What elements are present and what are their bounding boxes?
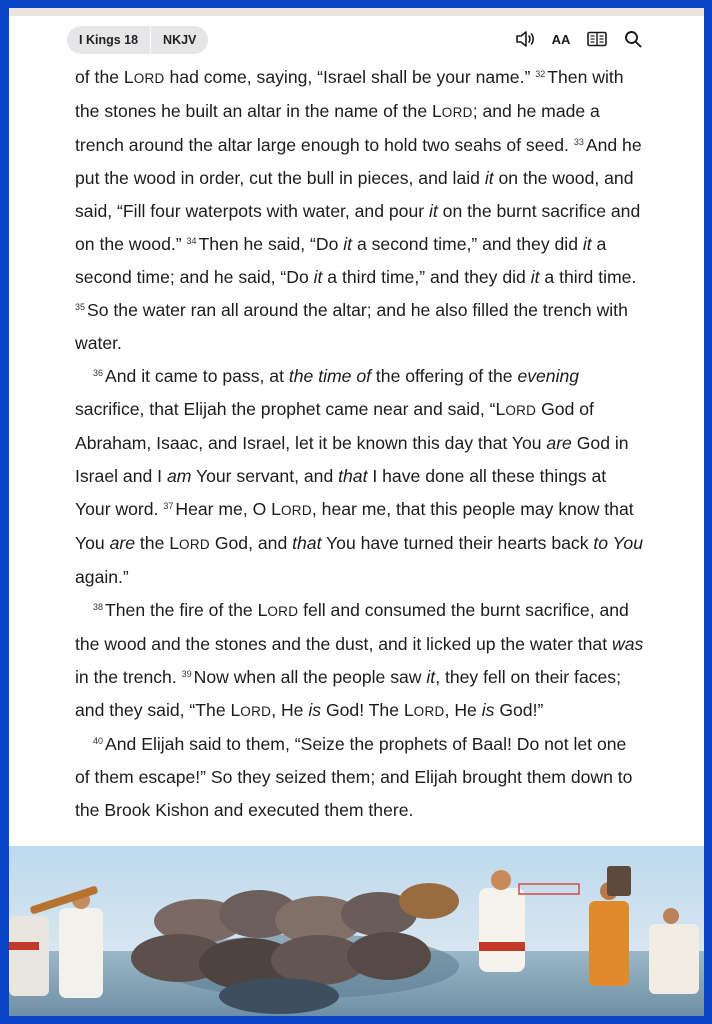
- verse-number[interactable]: 35: [75, 302, 86, 312]
- text-run: So the water ran all around the altar; and he also filled the trench with water.: [75, 300, 628, 353]
- verse-number[interactable]: 36: [93, 368, 104, 378]
- scripture-text: [75, 61, 645, 827]
- text-run: And it came to pass, at: [105, 366, 289, 386]
- text-run: God, and: [209, 533, 293, 553]
- small-caps-lord: ORD: [267, 604, 299, 619]
- verse-number[interactable]: 38: [93, 602, 104, 612]
- illustration: [9, 846, 704, 1016]
- paragraph-2: [75, 360, 645, 594]
- text-run: God!”: [494, 700, 544, 720]
- text-run: of the L: [75, 67, 134, 87]
- italic-word: it: [426, 667, 436, 687]
- text-run: Now when all the people saw: [193, 667, 427, 687]
- text-run: , He: [444, 700, 482, 720]
- text-run: God of Abraham, Isaac, and Israel, let it be known this day that You: [75, 399, 594, 453]
- text-run: a second time,” and they did: [352, 234, 583, 254]
- small-caps-lord: ORD: [133, 71, 165, 86]
- text-run: on the wood, and said, “Fill four waterpots with water, and pour: [75, 168, 634, 221]
- text-run: Then with the stones he built an altar in the name of the L: [75, 67, 624, 121]
- text-run: ; and he made a trench around the altar large enough to hold two seahs of seed.: [75, 101, 600, 155]
- text-run: God in Israel and I: [75, 433, 629, 486]
- book-chapter-button[interactable]: I Kings 18: [79, 33, 139, 47]
- text-run: , hear me, that this people may know that You: [75, 499, 634, 553]
- text-run: Hear me, O L: [175, 499, 281, 519]
- paragraph-1: [75, 61, 645, 360]
- italic-word: evening: [517, 366, 580, 386]
- italic-word: is: [308, 700, 322, 720]
- text-run: And he put the wood in order, cut the bull in pieces, and laid: [75, 135, 642, 188]
- text-run: I have done all these things at Your word.: [75, 466, 607, 519]
- text-run: sacrifice, that Elijah the prophet came near and said, “L: [75, 399, 506, 419]
- small-caps-lord: ORD: [441, 105, 473, 120]
- reference-pill: [67, 26, 208, 54]
- text-run: Your servant, and: [191, 466, 339, 486]
- verse-number[interactable]: 37: [163, 501, 174, 511]
- italic-word: is: [481, 700, 495, 720]
- text-run: the offering of the: [371, 366, 518, 386]
- illustration-art: [9, 846, 704, 1016]
- italic-word: it: [530, 267, 540, 287]
- italic-word: are: [109, 533, 136, 553]
- small-caps-lord: ORD: [240, 704, 272, 719]
- small-caps-lord: ORD: [280, 503, 312, 518]
- text-run: a third time,” and they did: [322, 267, 531, 287]
- small-caps-lord: ORD: [179, 537, 210, 552]
- verse-number[interactable]: 39: [181, 669, 192, 679]
- italic-word: the time of: [288, 366, 372, 386]
- italic-word: to You: [593, 533, 643, 553]
- verse-number[interactable]: 33: [573, 137, 584, 147]
- text-run: And Elijah said to them, “Seize the prophets of Baal! Do not let one of them escape!” So they seized them; and Elijah brought them down to the Brook Kishon and executed them there.: [75, 734, 633, 820]
- search-icon[interactable]: [622, 28, 644, 50]
- italic-word: are: [546, 433, 572, 453]
- verse-number[interactable]: 32: [535, 69, 546, 79]
- reader-icon[interactable]: [586, 28, 608, 50]
- italic-word: it: [484, 168, 494, 188]
- version-button[interactable]: NKJV: [163, 33, 197, 47]
- small-caps-lord: ORD: [505, 403, 537, 418]
- text-run: the L: [135, 533, 180, 553]
- text-run: , they fell on their faces; and they said, “The L: [75, 667, 621, 720]
- paragraph-3: [75, 594, 645, 728]
- small-caps-lord: ORD: [413, 704, 445, 719]
- toolbar-actions: [514, 28, 644, 50]
- toolbar: [9, 22, 704, 58]
- italic-word: am: [166, 466, 192, 486]
- italic-word: that: [338, 466, 368, 486]
- verse-number[interactable]: 34: [186, 236, 197, 246]
- text-run: , He: [271, 700, 309, 720]
- text-run: Then he said, “Do: [198, 234, 344, 254]
- text-run: God! The L: [321, 700, 414, 720]
- italic-word: it: [313, 267, 323, 287]
- font-size-label: AA: [551, 31, 571, 47]
- italic-word: was: [611, 634, 644, 654]
- text-run: in the trench.: [75, 667, 182, 687]
- verse-number[interactable]: 40: [93, 736, 104, 746]
- audio-icon[interactable]: [514, 28, 536, 50]
- text-run: You have turned their hearts back: [321, 533, 594, 553]
- text-run: Then the fire of the L: [105, 600, 268, 620]
- italic-word: it: [582, 234, 592, 254]
- top-strip: [9, 8, 704, 16]
- italic-word: that: [292, 533, 322, 553]
- italic-word: it: [343, 234, 353, 254]
- text-run: a second time; and he said, “Do: [75, 234, 607, 287]
- font-size-icon[interactable]: [550, 28, 572, 50]
- text-run: on the burnt sacrifice and on the wood.”: [75, 201, 641, 254]
- text-run: a third time.: [539, 267, 637, 287]
- text-run: again.”: [75, 567, 129, 587]
- italic-word: it: [429, 201, 438, 221]
- app-window: [9, 8, 704, 1016]
- text-run: had come, saying, “Israel shall be your name.”: [164, 67, 536, 87]
- text-run: fell and consumed the burnt sacrifice, and the wood and the stones and the dust, and it licked up the water that: [75, 600, 629, 654]
- paragraph-4: [75, 728, 645, 827]
